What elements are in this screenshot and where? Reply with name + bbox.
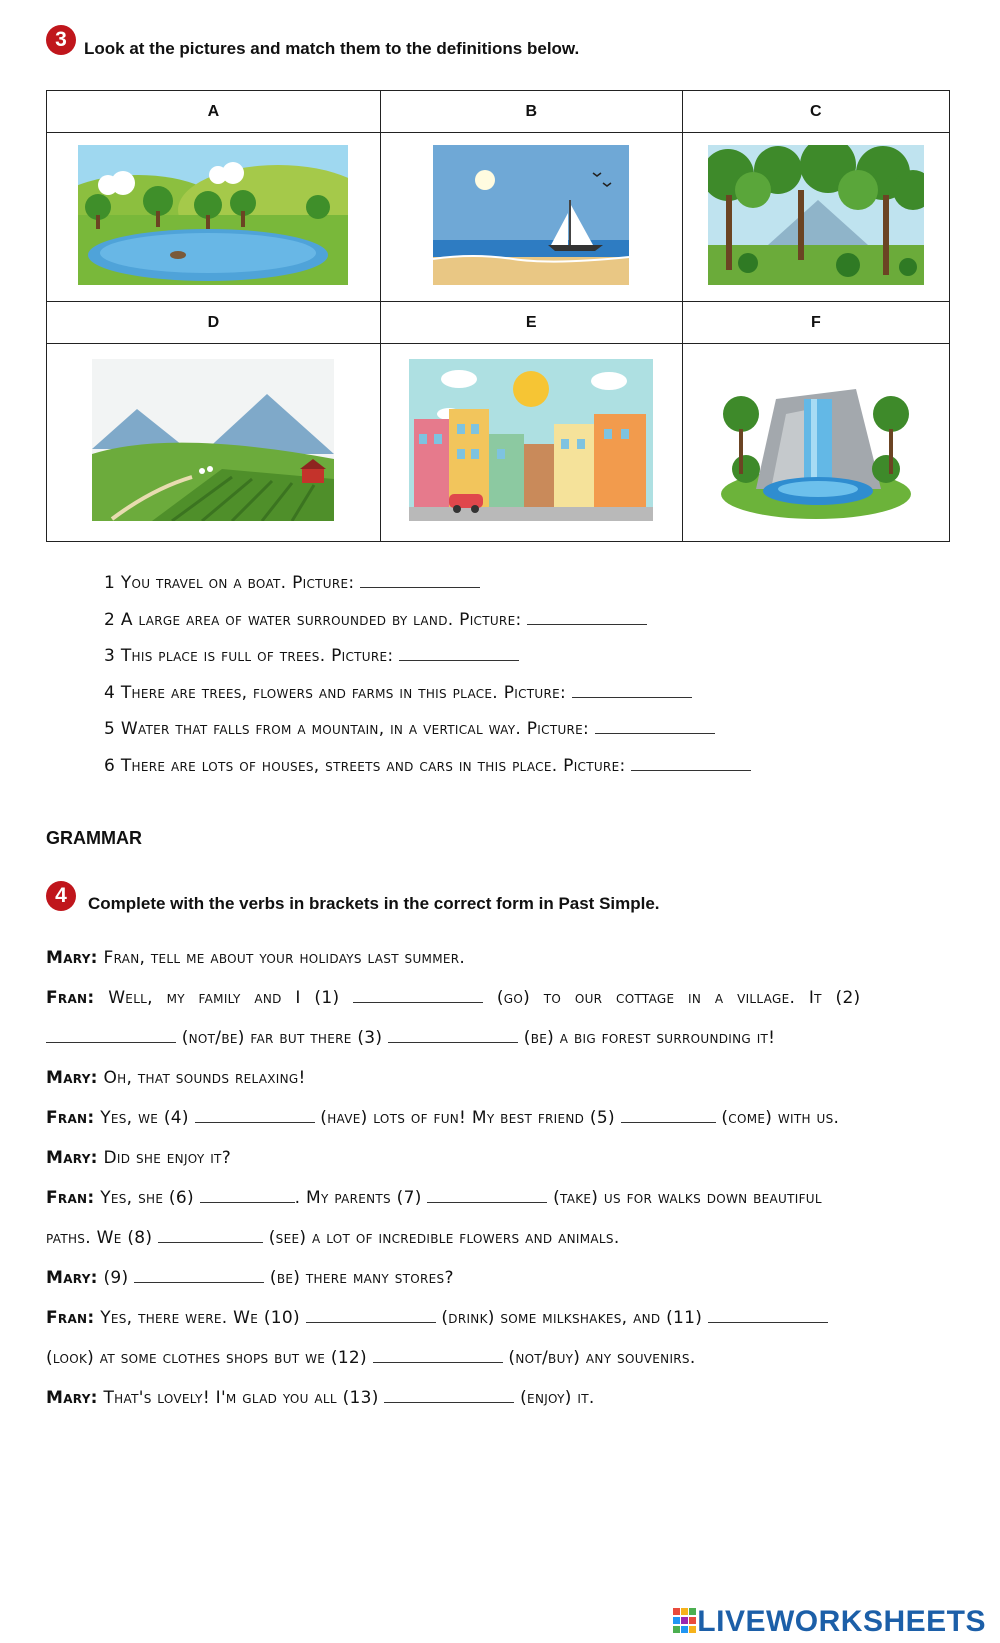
definition-number: 5	[104, 719, 116, 739]
picture-f-cell	[682, 344, 949, 542]
picture-b-cell	[380, 133, 682, 302]
exercise-3-badge	[46, 25, 76, 55]
gap-1[interactable]	[353, 988, 483, 1003]
dialogue-text: . My parents (7)	[294, 1188, 422, 1208]
dialogue-line	[46, 1028, 950, 1048]
dialogue-text: Yes, she (6)	[100, 1188, 194, 1208]
dialogue-text: (look) at some clothes shops but we (12)	[46, 1348, 367, 1368]
answer-blank-2[interactable]	[527, 610, 647, 625]
definition-5	[104, 719, 715, 739]
dialogue-line	[46, 1308, 950, 1328]
dialogue-text: That's lovely! I'm glad you all (13)	[103, 1388, 379, 1408]
sea-boat-picture	[433, 145, 629, 285]
forest-picture	[708, 145, 924, 285]
definition-text: There are lots of houses, streets and cars in this place. Picture:	[120, 756, 626, 776]
dialogue-text: Fran, tell me about your holidays last summer.	[103, 948, 466, 968]
definition-number: 6	[104, 756, 116, 776]
picture-a-cell	[47, 133, 381, 302]
dialogue-text: (be) there many stores?	[269, 1268, 454, 1288]
picture-e-cell	[380, 344, 682, 542]
dialogue-text: (be) a big forest surrounding it!	[523, 1028, 776, 1048]
dialogue-line	[46, 1228, 950, 1248]
exercise-number: 3	[55, 28, 67, 51]
dialogue-line	[46, 1348, 950, 1368]
gap-9[interactable]	[134, 1268, 264, 1283]
gap-2[interactable]	[46, 1028, 176, 1043]
dialogue-text: (drink) some milkshakes, and (11)	[441, 1308, 703, 1328]
gap-10[interactable]	[306, 1308, 436, 1323]
answer-blank-5[interactable]	[595, 719, 715, 734]
definition-3	[104, 646, 519, 666]
gap-3[interactable]	[388, 1028, 518, 1043]
gap-6[interactable]	[200, 1188, 295, 1203]
logo-grid-icon	[673, 1608, 697, 1634]
dialogue-text: (take) us for walks down beautiful	[553, 1188, 822, 1208]
exercise-4-instruction: Complete with the verbs in brackets in the correct form in Past Simple.	[88, 894, 660, 913]
dialogue-text: Yes, we (4)	[100, 1108, 189, 1128]
header-e: E	[380, 302, 682, 344]
definition-text: You travel on a boat. Picture:	[120, 573, 355, 593]
header-a: A	[47, 91, 381, 133]
waterfall-picture	[716, 359, 916, 521]
dialogue-text: Oh, that sounds relaxing!	[103, 1068, 306, 1088]
dialogue-text: (see) a lot of incredible flowers and animals.	[268, 1228, 620, 1248]
dialogue-line	[46, 988, 950, 1008]
definition-number: 2	[104, 610, 116, 630]
dialogue-text: (not/be) far but there (3)	[181, 1028, 383, 1048]
dialogue-text: (not/buy) any souvenirs.	[508, 1348, 696, 1368]
dialogue-text: paths. We (8)	[46, 1228, 153, 1248]
dialogue-text: Yes, there were. We (10)	[100, 1308, 300, 1328]
gap-7[interactable]	[427, 1188, 547, 1203]
exercise-number: 4	[55, 884, 67, 907]
answer-blank-1[interactable]	[360, 573, 480, 588]
answer-blank-3[interactable]	[399, 646, 519, 661]
definition-text: A large area of water surrounded by land. Picture:	[120, 610, 522, 630]
header-b: B	[380, 91, 682, 133]
speaker-label: Mary:	[46, 1388, 98, 1408]
gap-5[interactable]	[621, 1108, 716, 1123]
picture-grid	[46, 90, 950, 542]
dialogue-line	[46, 1268, 950, 1288]
definition-number: 4	[104, 683, 116, 703]
dialogue-text: Did she enjoy it?	[103, 1148, 232, 1168]
gap-12[interactable]	[373, 1348, 503, 1363]
dialogue-line	[46, 1108, 950, 1128]
definition-text: Water that falls from a mountain, in a vertical way. Picture:	[120, 719, 590, 739]
speaker-label: Mary:	[46, 948, 98, 968]
grammar-heading: GRAMMAR	[46, 828, 142, 848]
definition-number: 1	[104, 573, 116, 593]
definition-number: 3	[104, 646, 116, 666]
speaker-label: Mary:	[46, 1148, 98, 1168]
definition-6	[104, 756, 751, 776]
definition-text: This place is full of trees. Picture:	[120, 646, 394, 666]
speaker-label: Fran:	[46, 1188, 95, 1208]
picture-d-cell	[47, 344, 381, 542]
dialogue-line	[46, 1388, 950, 1408]
header-c: C	[682, 91, 949, 133]
header-f: F	[682, 302, 949, 344]
speaker-label: Mary:	[46, 1268, 98, 1288]
speaker-label: Mary:	[46, 1068, 98, 1088]
gap-13[interactable]	[384, 1388, 514, 1403]
dialogue-text: (come) with us.	[721, 1108, 840, 1128]
exercise-3-instruction: Look at the pictures and match them to the definitions below.	[84, 39, 580, 58]
dialogue-text: (go) to our cottage in a village. It (2)	[496, 988, 861, 1008]
speaker-label: Fran:	[46, 1308, 95, 1328]
answer-blank-6[interactable]	[631, 756, 751, 771]
dialogue-text: (enjoy) it.	[520, 1388, 595, 1408]
logo-text: LIVEWORKSHEETS	[697, 1605, 986, 1638]
speaker-label: Fran:	[46, 1108, 95, 1128]
lake-picture	[78, 145, 348, 285]
dialogue-line	[46, 1068, 950, 1088]
answer-blank-4[interactable]	[572, 683, 692, 698]
speaker-label: Fran:	[46, 988, 95, 1008]
picture-c-cell	[682, 133, 949, 302]
definition-2	[104, 610, 647, 630]
gap-4[interactable]	[195, 1108, 315, 1123]
definition-text: There are trees, flowers and farms in this place. Picture:	[120, 683, 567, 703]
dialogue-text: (9)	[103, 1268, 129, 1288]
dialogue-text: Well, my family and I (1)	[108, 988, 340, 1008]
gap-11[interactable]	[708, 1308, 828, 1323]
dialogue-text: (have) lots of fun! My best friend (5)	[320, 1108, 615, 1128]
definition-4	[104, 683, 692, 703]
dialogue-line	[46, 1188, 950, 1208]
gap-8[interactable]	[158, 1228, 263, 1243]
countryside-picture	[92, 359, 334, 521]
town-picture	[409, 359, 653, 521]
header-d: D	[47, 302, 381, 344]
dialogue-line	[46, 1148, 950, 1168]
definition-1	[104, 573, 480, 593]
exercise-4-badge	[46, 881, 76, 911]
liveworksheets-logo	[673, 1605, 986, 1639]
dialogue-line	[46, 948, 950, 968]
